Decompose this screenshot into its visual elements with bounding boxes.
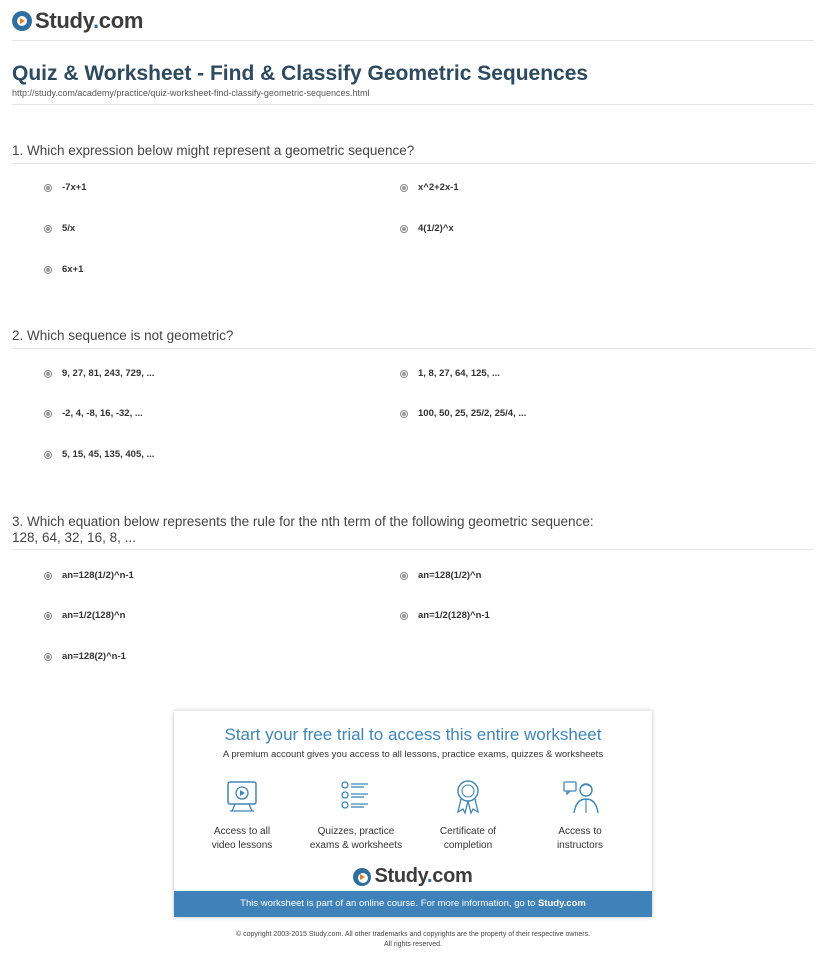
radio-button[interactable] bbox=[44, 572, 52, 580]
option-label: 5, 15, 45, 135, 405, ... bbox=[62, 449, 155, 460]
question-2-text: 2. Which sequence is not geometric? bbox=[12, 328, 234, 343]
free-trial-promo[interactable] bbox=[174, 711, 652, 917]
option-label: 6x+1 bbox=[62, 264, 84, 275]
radio-button[interactable] bbox=[44, 184, 52, 192]
page-title: Quiz & Worksheet - Find & Classify Geometric Sequences bbox=[12, 62, 589, 85]
option-label: an=128(1/2)^n bbox=[418, 570, 482, 581]
q2-option-a[interactable] bbox=[44, 368, 154, 379]
copyright-footer bbox=[0, 930, 826, 950]
radio-button[interactable] bbox=[400, 225, 408, 233]
instructor-chat-icon bbox=[560, 777, 600, 817]
radio-button[interactable] bbox=[44, 653, 52, 661]
q2-option-b[interactable] bbox=[400, 368, 500, 379]
radio-button[interactable] bbox=[400, 370, 408, 378]
feature-label: Quizzes, practice exams & worksheets bbox=[309, 826, 403, 851]
radio-button[interactable] bbox=[400, 184, 408, 192]
q3-option-e[interactable] bbox=[44, 651, 126, 662]
q2-option-d[interactable] bbox=[400, 408, 526, 419]
page-url: http://study.com/academy/practice/quiz-worksheet-find-classify-geometric-sequences.html bbox=[12, 88, 370, 98]
option-label: 100, 50, 25, 25/2, 25/4, ... bbox=[418, 408, 527, 419]
q1-option-e[interactable] bbox=[44, 264, 83, 275]
radio-button[interactable] bbox=[400, 572, 408, 580]
q2-option-e[interactable] bbox=[44, 449, 154, 460]
promo-info-bar[interactable] bbox=[174, 891, 652, 917]
option-label: an=128(2)^n-1 bbox=[62, 651, 126, 662]
question-3-line-2: 128, 64, 32, 16, 8, ... bbox=[12, 530, 136, 545]
radio-button[interactable] bbox=[44, 225, 52, 233]
study-com-link[interactable]: Study.com bbox=[537, 898, 586, 909]
question-3-line-1: 3. Which equation below represents the rule for the nth term of the following geometric sequence: bbox=[12, 514, 594, 529]
question-3-divider bbox=[12, 549, 814, 550]
logo-text: Study.com bbox=[35, 8, 144, 33]
promo-study-logo[interactable] bbox=[174, 865, 652, 888]
video-lesson-icon bbox=[222, 777, 262, 817]
title-divider bbox=[12, 104, 814, 105]
feature-label: Access to all video lessons bbox=[211, 826, 273, 851]
q3-option-c[interactable] bbox=[44, 610, 125, 621]
radio-button[interactable] bbox=[400, 612, 408, 620]
option-label: -7x+1 bbox=[62, 182, 87, 193]
header-divider bbox=[12, 40, 814, 41]
promo-bar-text: This worksheet is part of an online course. For more information, go to bbox=[240, 898, 538, 909]
radio-button[interactable] bbox=[44, 451, 52, 459]
q3-option-a[interactable] bbox=[44, 570, 134, 581]
radio-button[interactable] bbox=[400, 410, 408, 418]
question-3-text bbox=[12, 514, 594, 546]
radio-button[interactable] bbox=[44, 370, 52, 378]
feature-label: Certificate of completion bbox=[439, 826, 497, 851]
q1-option-a[interactable] bbox=[44, 182, 87, 193]
option-label: an=1/2(128)^n-1 bbox=[418, 610, 490, 621]
q1-option-b[interactable] bbox=[400, 182, 459, 193]
feature-label: Access to instructors bbox=[556, 826, 604, 851]
feature-quizzes bbox=[306, 777, 406, 853]
certificate-icon bbox=[448, 777, 488, 817]
feature-video-lessons bbox=[192, 777, 292, 853]
rights-line: All rights reserved. bbox=[384, 941, 442, 948]
option-label: -2, 4, -8, 16, -32, ... bbox=[62, 408, 143, 419]
promo-subtitle: A premium account gives you access to all lessons, practice exams, quizzes & worksheets bbox=[222, 749, 604, 760]
feature-certificate bbox=[418, 777, 518, 853]
option-label: 1, 8, 27, 64, 125, ... bbox=[418, 368, 500, 379]
quiz-list-icon bbox=[336, 777, 376, 817]
feature-instructors bbox=[530, 777, 630, 853]
q1-option-d[interactable] bbox=[400, 223, 454, 234]
study-logo-icon bbox=[353, 868, 371, 886]
radio-button[interactable] bbox=[44, 410, 52, 418]
study-logo[interactable] bbox=[12, 8, 143, 34]
question-2-divider bbox=[12, 348, 814, 349]
q2-option-c[interactable] bbox=[44, 408, 143, 419]
study-logo-icon bbox=[12, 11, 32, 31]
q3-option-b[interactable] bbox=[400, 570, 481, 581]
copyright-line: © copyright 2003-2015 Study.com. All other trademarks and copyrights are the property of their respective owners. bbox=[235, 931, 591, 938]
promo-title: Start your free trial to access this entire worksheet bbox=[224, 725, 602, 744]
promo-logo-text: Study.com bbox=[374, 865, 473, 887]
q1-option-c[interactable] bbox=[44, 223, 75, 234]
option-label: 4(1/2)^x bbox=[418, 223, 454, 234]
option-label: an=128(1/2)^n-1 bbox=[62, 570, 134, 581]
option-label: an=1/2(128)^n bbox=[62, 610, 126, 621]
option-label: x^2+2x-1 bbox=[418, 182, 459, 193]
question-1-text: 1. Which expression below might represent a geometric sequence? bbox=[12, 143, 415, 158]
radio-button[interactable] bbox=[44, 266, 52, 274]
radio-button[interactable] bbox=[44, 612, 52, 620]
option-label: 9, 27, 81, 243, 729, ... bbox=[62, 368, 155, 379]
q3-option-d[interactable] bbox=[400, 610, 490, 621]
option-label: 5/x bbox=[62, 223, 76, 234]
question-1-divider bbox=[12, 163, 814, 164]
